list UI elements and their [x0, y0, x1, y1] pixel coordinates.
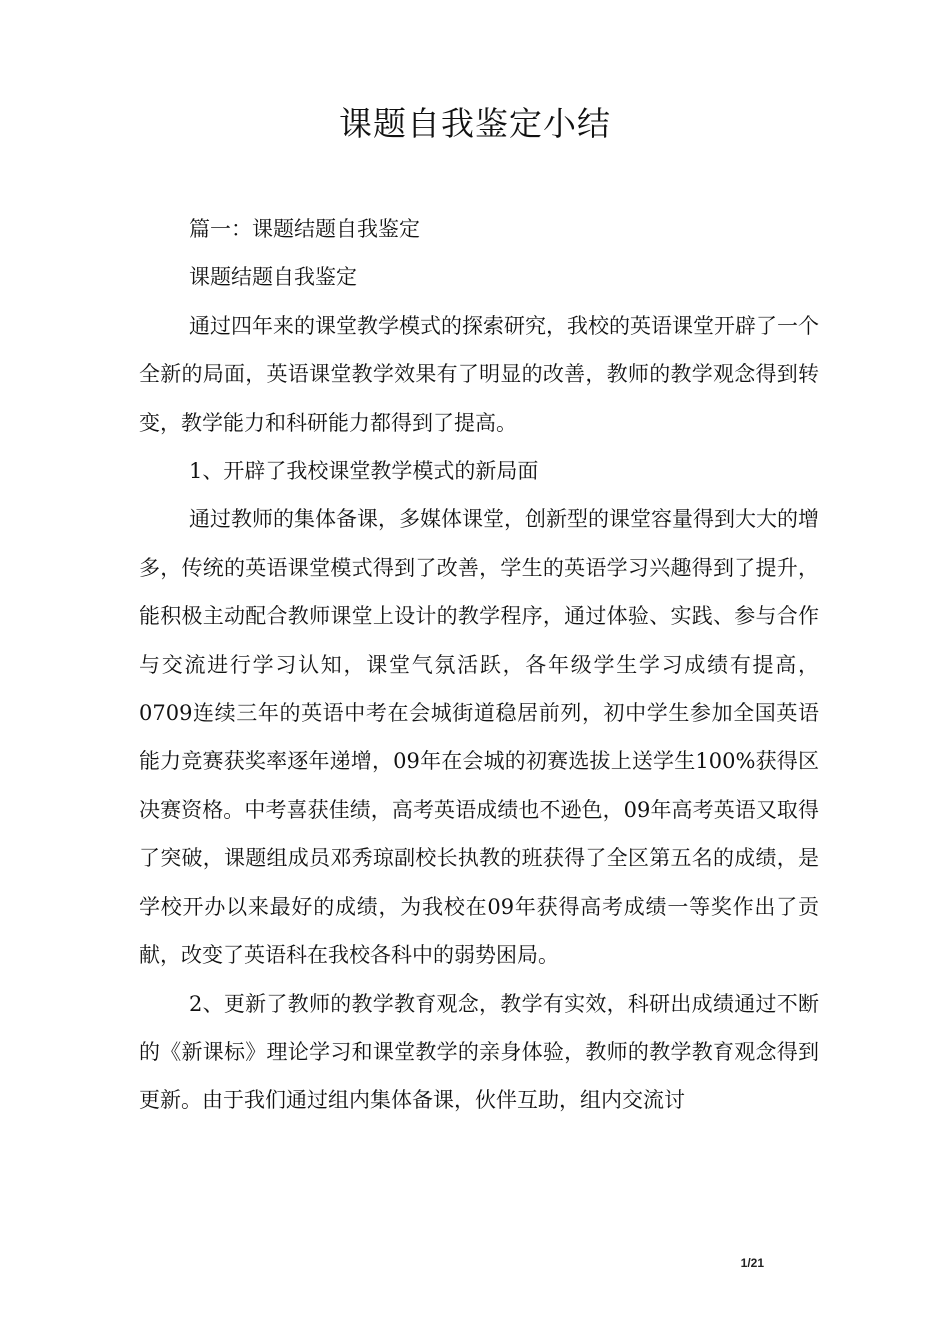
point-one-paragraph: 通过教师的集体备课，多媒体课堂，创新型的课堂容量得到大大的增多，传统的英语课堂模式得到了改善，学生的英语学习兴趣得到了提升，能积极主动配合教师课堂上设计的教学程序，通过体验、实践、参与合作与交流进行学习认知，课堂气氛活跃，各年级学生学习成绩有提高，0709连续三年的英语中考在会城街道稳居前列，初中学生参加全国英语能力竞赛获奖率逐年递增，09年在会城的初赛选拔上送学生100%获得区决赛资格。中考喜获佳绩，高考英语成绩也不逊色，09年高考英语又取得了突破，课题组成员邓秀琼副校长执教的班获得了全区第五名的成绩，是学校开办以来最好的成绩，为我校在09年获得高考成绩一等奖作出了贡献，改变了英语科在我校各科中的弱势困局。: [139, 507, 819, 968]
point-two-paragraph: 2、更新了教师的教学教育观念，教学有实效，科研出成绩通过不断的《新课标》理论学习和课堂教学的亲身体验，教师的教学教育观念得到更新。由于我们通过组内集体备课，伙伴互助，组内交流讨: [139, 991, 819, 1113]
document-body: [139, 205, 819, 1125]
section-heading: 篇一：课题结题自我鉴定: [189, 217, 420, 241]
point-one-heading: 1、开辟了我校课堂教学模式的新局面: [189, 459, 539, 484]
subtitle: 课题结题自我鉴定: [189, 265, 357, 290]
page-number: 1/21: [740, 1256, 764, 1270]
document-title: 课题自我鉴定小结: [339, 104, 611, 143]
intro-paragraph: 通过四年来的课堂教学模式的探索研究，我校的英语课堂开辟了一个全新的局面，英语课堂教学效果有了明显的改善，教师的教学观念得到转变，教学能力和科研能力都得到了提高。: [139, 313, 819, 435]
